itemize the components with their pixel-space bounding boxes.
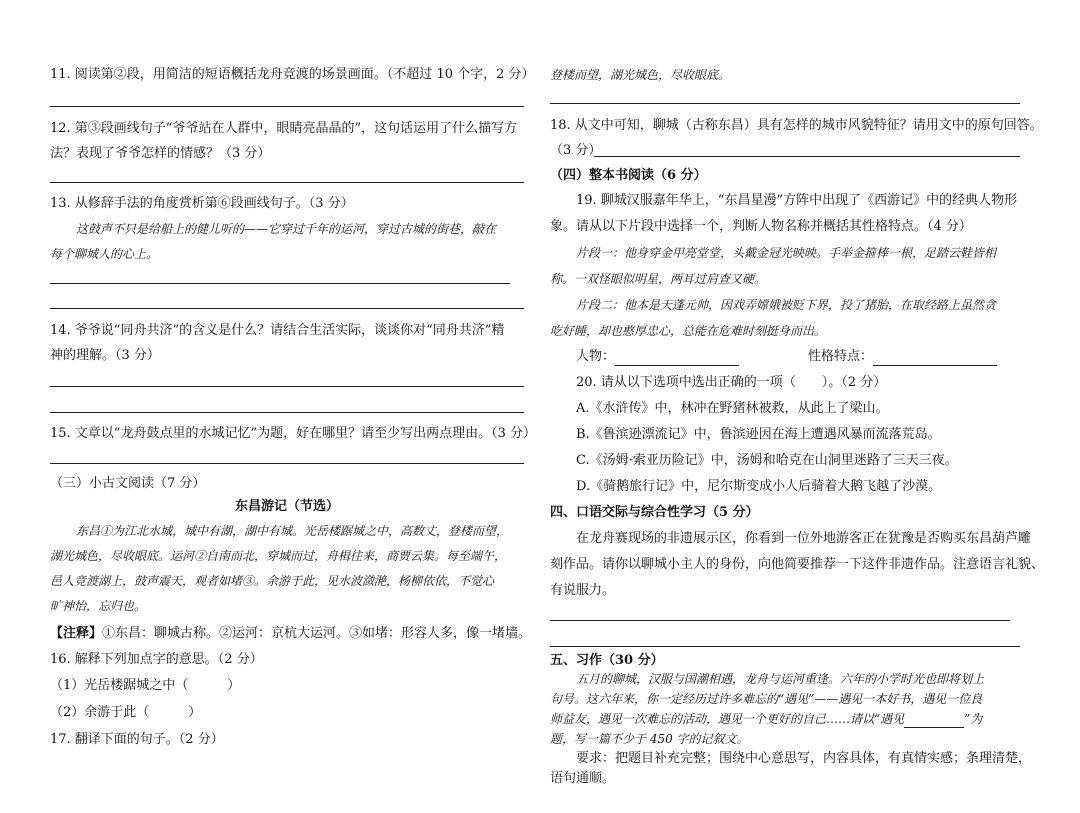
person-answer-blank[interactable]: [615, 351, 739, 366]
question-19-line1: 19. 聊城汉服嘉年华上，“东昌星漫”方阵中出现了《西游记》中的经典人物形: [576, 193, 1018, 208]
trait-answer-blank[interactable]: [873, 351, 997, 366]
passage-line2: 湖光城色，尽收眼底。运河②自南而北，穿城而过，舟楫往来，商贾云集。每至端午，: [50, 549, 507, 563]
question-17-quote: 登楼而望，湖光城色，尽收眼底。: [550, 68, 731, 82]
section-oral-title: 四、口语交际与综合性学习（5 分）: [550, 505, 759, 520]
question-19-line2: 象。请从以下片段中选择一个，判断人物名称并概括其性格特点。（4 分）: [550, 219, 972, 234]
answer-line: [50, 283, 510, 284]
annotation-label: 【注释】: [50, 626, 103, 641]
answer-line: [50, 412, 524, 413]
passage-line4: 旷神怡，忘归也。: [50, 599, 147, 613]
question-12-line2: 法？表现了爷爷怎样的情感？（3 分）: [50, 146, 271, 161]
passage-line3: 邑人竞渡湖上，鼓声震天，观者如堵③。余游于此，见水波潋滟，杨柳依依，不觉心: [50, 574, 495, 588]
answer-line: [50, 463, 524, 464]
essay-line1: 五月的聊城，汉服与国潮相遇，龙舟与运河重逢。六年的小学时光也即将划上: [576, 672, 985, 686]
essay-line4: 题，写一篇不少于 450 字的记叙文。: [550, 732, 749, 746]
essay-line2: 句号。这六年来，你一定经历过许多难忘的“遇见”——遇见一本好书，遇见一位良: [550, 692, 983, 706]
person-label: 人物：: [576, 349, 616, 364]
essay-line3-start: 师益友，遇见一次难忘的活动，遇见一个更好的自己……请以“遇见: [550, 712, 905, 726]
fragment-2-line1: 片段二：他本是天蓬元帅，因戏弄嫦娥被贬下界，投了猪胎，在取经路上虽然贪: [576, 298, 997, 312]
question-12-line1: 12. 第③段画线句子“爷爷站在人群中，眼睛亮晶晶的”，这句话运用了什么描写方: [50, 121, 518, 136]
question-13-quote-line1: 这鼓声不只是给船上的健儿听的——它穿过千年的运河，穿过古城的街巷，敲在: [76, 222, 497, 236]
section-5-title: 五、习作（30 分）: [550, 653, 664, 668]
question-16-item1: （1）光岳楼踞城之中（ ）: [50, 678, 241, 693]
answer-line: [550, 646, 1020, 647]
question-17: 17. 翻译下面的句子。（2 分）: [50, 732, 224, 747]
oral-line2: 刻作品。请你以聊城小主人的身份，向他简要推荐一下这件非遗作品。注意语言礼貌、: [550, 557, 1045, 572]
question-18-line2: （3 分）: [550, 143, 602, 158]
fragment-1-line1: 片段一：他身穿金甲亮堂堂，头戴金冠光映映。手举金箍棒一根，足踏云鞋皆相: [576, 246, 997, 260]
trait-label: 性格特点：: [808, 349, 874, 364]
question-16-item2: （2）余游于此（ ）: [50, 705, 202, 720]
person-field: [576, 348, 739, 366]
answer-line: [50, 182, 524, 183]
answer-line: [550, 103, 1020, 104]
passage-title: 东昌游记（节选）: [234, 499, 339, 514]
essay-title-blank[interactable]: [904, 713, 964, 728]
fragment-2-line2: 吃好睡，却也憨厚忠心，总能在危难时刻挺身而出。: [550, 324, 827, 338]
essay-line3: [550, 710, 982, 728]
oral-line1: 在龙舟赛现场的非遗展示区，你看到一位外地游客正在犹豫是否购买东昌葫芦雕: [576, 531, 1032, 546]
question-15: 15. 文章以“龙舟鼓点里的水城记忆”为题，好在哪里？请至少写出两点理由。（3 分）: [50, 426, 537, 441]
annotation-text: ①东昌：聊城古称。②运河：京杭大运河。③如堵：形容人多，像一堵墙。: [102, 626, 532, 641]
section-4-title: （四）整本书阅读（6 分）: [550, 168, 707, 183]
question-16: 16. 解释下列加点字的意思。（2 分）: [50, 652, 263, 667]
section-3-title: （三）小古文阅读（7 分）: [50, 476, 206, 491]
essay-line3-end: ”为: [964, 712, 983, 726]
answer-line: [550, 620, 1010, 621]
answer-line: [594, 156, 1020, 157]
oral-line3: 有说服力。: [550, 583, 616, 598]
option-c: C.《汤姆·索亚历险记》中，汤姆和哈克在山洞里迷路了三天三夜。: [576, 453, 958, 468]
passage-line1: 东昌①为江北水城，城中有湖，湖中有城。光岳楼踞城之中，高数丈，登楼而望，: [76, 524, 509, 538]
option-b: B.《鲁滨逊漂流记》中，鲁滨逊因在海上遭遇风暴而流落荒岛。: [576, 427, 941, 442]
question-18-line1: 18. 从文中可知，聊城（古称东昌）具有怎样的城市风貌特征？请用文中的原句回答。: [550, 118, 1043, 133]
trait-field: [808, 348, 997, 366]
question-14-line1: 14. 爷爷说“同舟共济”的含义是什么？请结合生活实际，谈谈你对“同舟共济”精: [50, 323, 505, 338]
question-13: 13. 从修辞手法的角度赏析第⑥段画线句子。（3 分）: [50, 196, 354, 211]
requirement-line2: 语句通顺。: [550, 771, 616, 786]
requirement-line1: 要求：把题目补充完整；围绕中心意思写，内容具体，有真情实感；条理清楚，: [576, 751, 1032, 766]
answer-line: [50, 308, 524, 309]
question-11: 11. 阅读第②段，用简洁的短语概括龙舟竞渡的场景画面。（不超过 10 个字，2 分）: [50, 67, 535, 82]
option-a: A.《水浒传》中，林冲在野猪林被救，从此上了梁山。: [576, 401, 889, 416]
annotation: [50, 625, 531, 643]
option-d: D.《骑鹅旅行记》中，尼尔斯变成小人后骑着大鹅飞越了沙漠。: [576, 479, 942, 494]
question-20: 20. 请从以下选项中选出正确的一项（ ）。（2 分）: [576, 375, 887, 390]
question-14-line2: 神的理解。（3 分）: [50, 348, 160, 363]
answer-line: [50, 386, 524, 387]
answer-line: [50, 106, 524, 107]
question-13-quote-line2: 每个聊城人的心上。: [50, 247, 159, 261]
fragment-1-line2: 称。一双怪眼似明星，两耳过肩查又硬。: [550, 272, 767, 286]
